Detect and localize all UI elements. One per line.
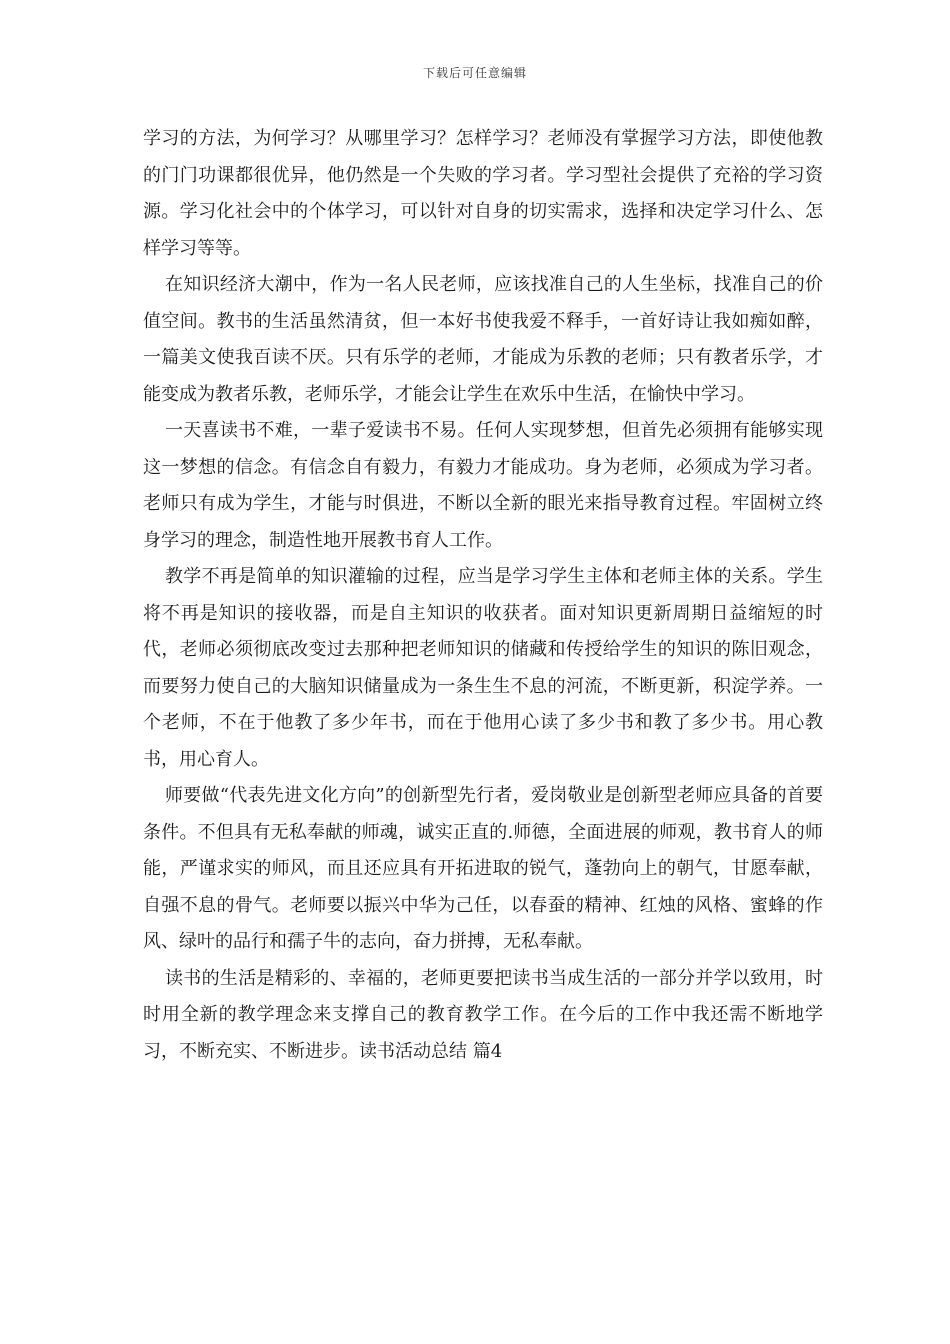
paragraph-4: 教学不再是简单的知识灌输的过程，应当是学习学生主体和老师主体的关系。学生将不再是知识的接收器，而是自主知识的收获者。面对知识更新周期日益缩短的时代，老师必须彻底改变过去那种把老师知识的储藏和传授给学生的知识的陈旧观念，而要努力使自己的大脑知识储量成为一条生生不息的河流，不断更新，积淀学养。一个老师，不在于他教了多少年书，而在于他用心读了多少书和教了多少书。用心教书，用心育人。 [143,566,823,770]
page-header: 下载后可任意编辑 [422,66,527,80]
paragraph-5: 师要做“代表先进文化方向”的创新型先行者，爱岗敬业是创新型老师应具备的首要条件。不但具有无私奉献的师魂，诚实正直的.师德，全面进展的师观，教书育人的师能，严谨求实的师风，而且还应具有开拓进取的锐气，蓬勃向上的朝气，甘愿奉献，自强不息的骨气。老师要以振兴中华为己任，以春蚕的精神、红烛的风格、蜜蜂的作风、绿叶的品行和孺子牛的志向，奋力拼搏，无私奉献。 [143,785,823,952]
paragraph-1: 学习的方法，为何学习？从哪里学习？怎样学习？老师没有掌握学习方法，即使他教的门门功课都很优异，他仍然是一个失败的学习者。学习型社会提供了充裕的学习资源。学习化社会中的个体学习，可以针对自身的切实需求，选择和决定学习什么、怎样学习等等。 [143,128,823,259]
paragraph-3: 一天喜读书不难，一辈子爱读书不易。任何人实现梦想，但首先必须拥有能够实现这一梦想的信念。有信念自有毅力，有毅力才能成功。身为老师，必须成为学习者。老师只有成为学生，才能与时俱进，不断以全新的眼光来指导教育过程。牢固树立终身学习的理念，制造性地开展教书育人工作。 [143,420,823,551]
document-body [143,121,823,1070]
paragraph-6: 读书的生活是精彩的、幸福的，老师更要把读书当成生活的一部分并学以致用，时时用全新的教学理念来支撑自己的教育教学工作。在今后的工作中我还需不断地学习，不断充实、不断进步。读书活动总结 篇4 [143,967,823,1062]
paragraph-2: 在知识经济大潮中，作为一名人民老师，应该找准自己的人生坐标，找准自己的价值空间。教书的生活虽然清贫，但一本好书使我爱不释手，一首好诗让我如痴如醉，一篇美文使我百读不厌。只有乐学的老师，才能成为乐教的老师；只有教者乐学，才能变成为教者乐教，老师乐学，才能会让学生在欢乐中生活，在愉快中学习。 [143,274,823,405]
